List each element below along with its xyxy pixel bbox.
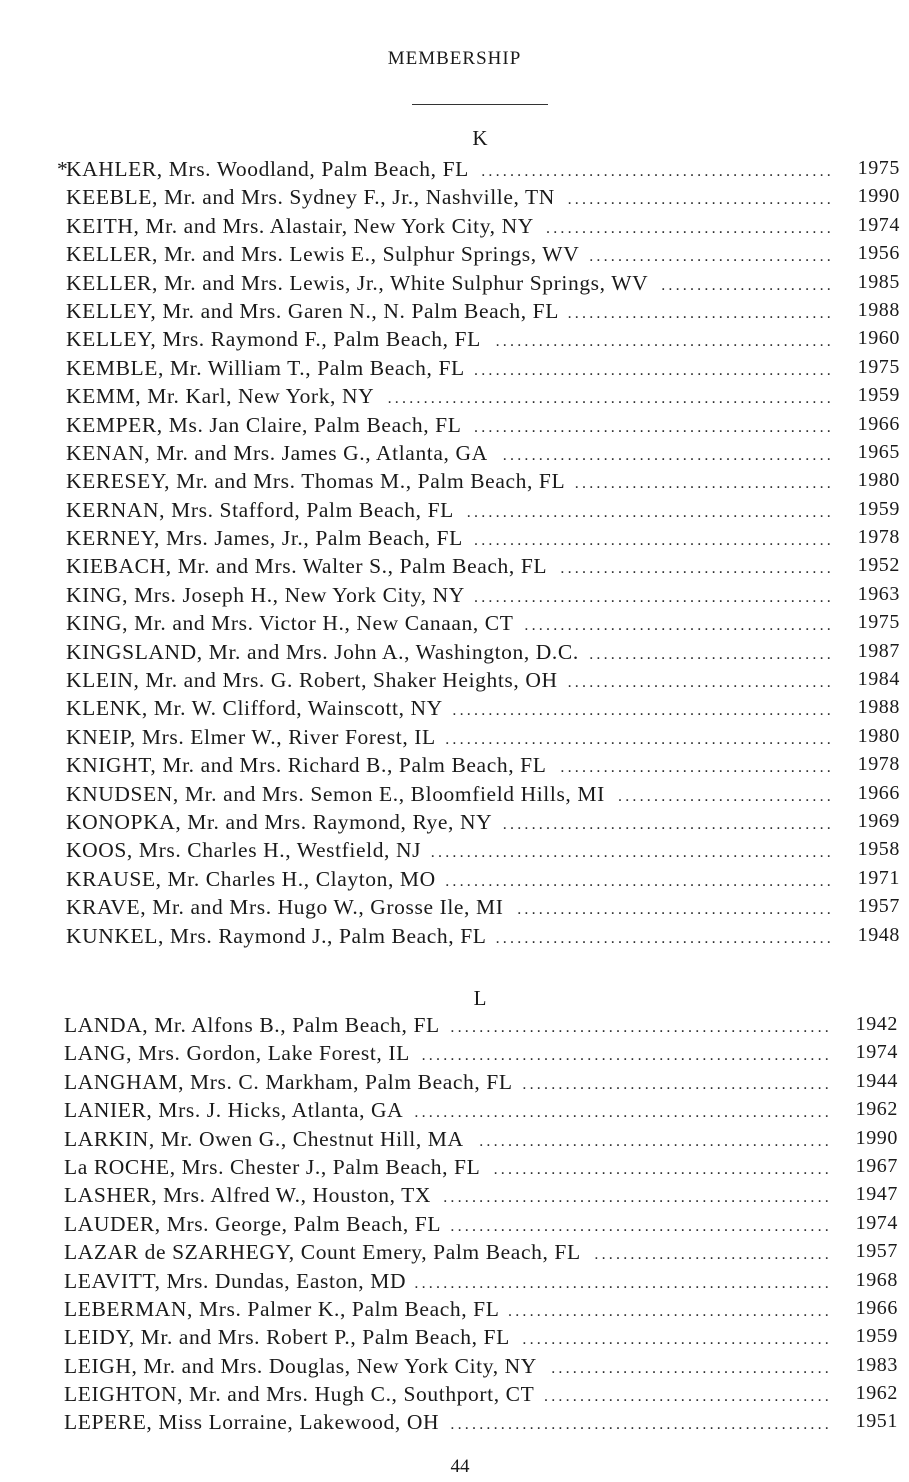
member-year: 1980 <box>857 469 900 492</box>
dot-leader: ..................................................... <box>452 702 834 720</box>
member-name: LANIER, Mrs. J. Hicks, Atlanta, GA <box>64 1098 404 1123</box>
member-name: LEIDY, Mr. and Mrs. Robert P., Palm Beach, FL <box>64 1325 510 1350</box>
member-name: LANGHAM, Mrs. C. Markham, Palm Beach, FL <box>64 1069 513 1094</box>
dot-leader: ................................................... <box>466 503 834 521</box>
deceased-marker: * <box>57 157 69 181</box>
member-name: KIEBACH, Mr. and Mrs. Walter S., Palm Beach, FL <box>66 554 548 579</box>
member-year: 1975 <box>857 355 900 378</box>
dot-leader: .................................................. <box>474 588 834 606</box>
membership-entry <box>66 924 900 952</box>
dot-leader: ........................................... <box>524 617 834 635</box>
title-rule <box>412 104 548 105</box>
dot-leader: ................................. <box>594 1246 832 1264</box>
dot-leader: ............................................... <box>493 1160 832 1178</box>
member-year: 1988 <box>857 298 900 321</box>
dot-leader: .................................. <box>589 248 834 266</box>
member-year: 1966 <box>857 781 900 804</box>
member-name: LEIGHTON, Mr. and Mrs. Hugh C., Southport, CT <box>64 1382 535 1407</box>
member-name: KNEIP, Mrs. Elmer W., River Forest, IL <box>66 724 436 749</box>
dot-leader: ........................................ <box>544 1388 832 1406</box>
member-name: KERESEY, Mr. and Mrs. Thomas M., Palm Beach, FL <box>66 469 566 494</box>
membership-entry <box>64 1041 898 1069</box>
dot-leader: ...................................... <box>560 759 834 777</box>
dot-leader: .............................................. <box>502 815 834 833</box>
dot-leader: .......................................................... <box>414 1274 832 1292</box>
member-year: 1952 <box>857 554 900 577</box>
membership-entry <box>64 1155 898 1183</box>
membership-entry <box>66 526 900 554</box>
member-name: KEMPER, Ms. Jan Claire, Palm Beach, FL <box>66 412 462 437</box>
dot-leader: ............................................... <box>495 333 834 351</box>
member-name: La ROCHE, Mrs. Chester J., Palm Beach, FL <box>64 1154 481 1179</box>
dot-leader: ..................................................... <box>450 1019 832 1036</box>
membership-entry <box>66 214 900 242</box>
membership-entry <box>66 271 900 299</box>
member-name: KERNAN, Mrs. Stafford, Palm Beach, FL <box>66 497 454 522</box>
membership-entry <box>66 810 900 838</box>
section-l-letter: L <box>473 986 487 1010</box>
membership-entry <box>66 753 900 781</box>
membership-entry <box>66 469 900 497</box>
member-year: 1957 <box>857 895 900 918</box>
member-year: 1951 <box>855 1410 898 1433</box>
membership-entry <box>66 583 900 611</box>
member-year: 1947 <box>855 1183 898 1206</box>
membership-entry <box>64 1269 898 1297</box>
member-name: KELLEY, Mr. and Mrs. Garen N., N. Palm Beach, FL <box>66 298 559 323</box>
member-name: KELLER, Mr. and Mrs. Lewis, Jr., White Sulphur Springs, WV <box>66 270 649 295</box>
membership-entry <box>66 838 900 866</box>
dot-leader: ...................................... <box>560 560 834 578</box>
member-name: KLEIN, Mr. and Mrs. G. Robert, Shaker Heights, OH <box>66 668 558 693</box>
member-name: LEAVITT, Mrs. Dundas, Easton, MD <box>64 1268 407 1293</box>
section-l-entries <box>0 1013 909 1439</box>
member-name: KING, Mr. and Mrs. Victor H., New Canaan, CT <box>66 611 514 636</box>
membership-entry <box>66 611 900 639</box>
dot-leader: ..................................... <box>567 304 834 322</box>
membership-entry <box>66 242 900 270</box>
dot-leader: .............................. <box>618 787 834 805</box>
dot-leader: ............................................ <box>517 901 834 919</box>
member-name: KEMM, Mr. Karl, New York, NY <box>66 384 375 409</box>
section-k-entries <box>0 157 909 952</box>
member-name: LAZAR de SZARHEGY, Count Emery, Palm Beach, FL <box>64 1240 581 1265</box>
dot-leader: ........................................ <box>546 219 834 237</box>
dot-leader: ..................................... <box>567 191 834 209</box>
member-name: KEITH, Mr. and Mrs. Alastair, New York City, NY <box>66 213 534 238</box>
member-year: 1978 <box>857 526 900 549</box>
member-year: 1971 <box>857 866 900 889</box>
member-year: 1975 <box>857 611 900 634</box>
membership-entry <box>66 725 900 753</box>
page-number: 44 <box>450 1456 470 1477</box>
member-name: KENAN, Mr. and Mrs. James G., Atlanta, GA <box>66 440 488 465</box>
dot-leader: .................................... <box>574 475 834 493</box>
member-year: 1985 <box>857 270 900 293</box>
member-year: 1967 <box>855 1154 898 1177</box>
dot-leader: ............................................... <box>495 929 834 947</box>
member-name: KLENK, Mr. W. Clifford, Wainscott, NY <box>66 696 443 721</box>
membership-entry <box>66 299 900 327</box>
member-year: 1962 <box>855 1098 898 1121</box>
member-name: KOOS, Mrs. Charles H., Westfield, NJ <box>66 838 422 863</box>
member-name: KEMBLE, Mr. William T., Palm Beach, FL <box>66 355 465 380</box>
member-year: 1990 <box>855 1126 898 1149</box>
member-year: 1980 <box>857 724 900 747</box>
dot-leader: .............................................. <box>502 446 834 464</box>
membership-entry <box>66 640 900 668</box>
dot-leader: .............................................................. <box>387 390 834 408</box>
member-name: KNUDSEN, Mr. and Mrs. Semon E., Bloomfield Hills, MI <box>66 781 605 806</box>
dot-leader: ..................................... <box>567 674 834 692</box>
membership-entry <box>64 1325 898 1353</box>
member-year: 1966 <box>857 412 900 435</box>
member-year: 1974 <box>857 213 900 236</box>
member-name: KAHLER, Mrs. Woodland, Palm Beach, FL <box>66 157 469 181</box>
member-year: 1990 <box>857 185 900 208</box>
dot-leader: ................................................. <box>479 1132 832 1150</box>
dot-leader: ........................................... <box>522 1075 832 1093</box>
dot-leader: .................................. <box>589 645 834 663</box>
membership-entry <box>66 895 900 923</box>
member-name: KINGSLAND, Mr. and Mrs. John A., Washington, D.C. <box>66 639 579 664</box>
membership-entry <box>66 384 900 412</box>
member-year: 1983 <box>855 1353 898 1376</box>
membership-entry <box>66 356 900 384</box>
member-name: KELLEY, Mrs. Raymond F., Palm Beach, FL <box>66 327 481 352</box>
membership-entry <box>64 1070 898 1098</box>
member-name: LANDA, Mr. Alfons B., Palm Beach, FL <box>64 1013 440 1037</box>
membership-entry <box>64 1297 898 1325</box>
membership-entry <box>66 327 900 355</box>
member-year: 1962 <box>855 1382 898 1405</box>
dot-leader: ........................................... <box>522 1331 832 1349</box>
member-year: 1959 <box>855 1325 898 1348</box>
member-year: 1968 <box>855 1268 898 1291</box>
membership-entry <box>64 1212 898 1240</box>
membership-entry <box>64 1013 898 1041</box>
member-year: 1966 <box>855 1296 898 1319</box>
member-year: 1978 <box>857 753 900 776</box>
membership-entry <box>66 554 900 582</box>
membership-entry <box>64 1382 898 1410</box>
member-year: 1987 <box>857 639 900 662</box>
membership-entry <box>64 1183 898 1211</box>
dot-leader: .................................................. <box>474 532 834 550</box>
member-year: 1984 <box>857 668 900 691</box>
membership-entry <box>64 1098 898 1126</box>
membership-entry <box>57 157 900 185</box>
member-name: KRAVE, Mr. and Mrs. Hugo W., Grosse Ile, MI <box>66 895 504 920</box>
dot-leader: ..................................................... <box>450 1217 832 1235</box>
member-name: LEIGH, Mr. and Mrs. Douglas, New York City, NY <box>64 1353 537 1378</box>
member-year: 1975 <box>857 157 900 179</box>
membership-entry <box>64 1240 898 1268</box>
dot-leader: .................................................. <box>474 361 834 379</box>
section-k-letter: K <box>472 126 488 150</box>
member-year: 1974 <box>855 1041 898 1064</box>
member-name: KRAUSE, Mr. Charles H., Clayton, MO <box>66 866 436 891</box>
member-year: 1969 <box>857 809 900 832</box>
dot-leader: .......................................................... <box>414 1104 832 1122</box>
membership-entry <box>66 498 900 526</box>
member-year: 1988 <box>857 696 900 719</box>
membership-entry <box>66 413 900 441</box>
membership-entry <box>66 668 900 696</box>
member-name: LAUDER, Mrs. George, Palm Beach, FL <box>64 1211 442 1236</box>
dot-leader: ..................................................... <box>450 1416 832 1434</box>
membership-entry <box>66 867 900 895</box>
member-name: KING, Mrs. Joseph H., New York City, NY <box>66 582 465 607</box>
member-name: LEPERE, Miss Lorraine, Lakewood, OH <box>64 1410 440 1435</box>
membership-entry <box>64 1127 898 1155</box>
member-name: LASHER, Mrs. Alfred W., Houston, TX <box>64 1183 432 1208</box>
dot-leader: ......................................................... <box>421 1047 832 1065</box>
member-year: 1974 <box>855 1211 898 1234</box>
dot-leader: ...................................................... <box>443 1189 832 1207</box>
membership-entry <box>66 696 900 724</box>
member-name: KERNEY, Mrs. James, Jr., Palm Beach, FL <box>66 526 463 551</box>
membership-entry <box>64 1410 898 1438</box>
dot-leader: ............................................. <box>508 1302 832 1320</box>
member-year: 1944 <box>855 1069 898 1092</box>
member-year: 1959 <box>857 384 900 407</box>
dot-leader: ........................................................ <box>430 844 834 862</box>
member-year: 1959 <box>857 497 900 520</box>
dot-leader: ........................ <box>661 276 834 294</box>
membership-entry <box>66 185 900 213</box>
dot-leader: .................................................. <box>474 418 834 436</box>
member-year: 1956 <box>857 242 900 265</box>
member-name: LANG, Mrs. Gordon, Lake Forest, IL <box>64 1041 410 1066</box>
member-year: 1958 <box>857 838 900 861</box>
member-name: LEBERMAN, Mrs. Palmer K., Palm Beach, FL <box>64 1296 500 1321</box>
member-year: 1963 <box>857 582 900 605</box>
dot-leader: ...................................................... <box>445 872 834 890</box>
member-year: 1957 <box>855 1240 898 1263</box>
member-name: KONOPKA, Mr. and Mrs. Raymond, Rye, NY <box>66 809 493 834</box>
dot-leader: ....................................... <box>551 1359 832 1377</box>
member-year: 1960 <box>857 327 900 350</box>
member-name: KNIGHT, Mr. and Mrs. Richard B., Palm Beach, FL <box>66 753 547 778</box>
member-name: LARKIN, Mr. Owen G., Chestnut Hill, MA <box>64 1126 464 1151</box>
dot-leader: ...................................................... <box>445 730 834 748</box>
membership-entry <box>66 441 900 469</box>
member-year: 1942 <box>855 1013 898 1035</box>
member-year: 1965 <box>857 440 900 463</box>
member-name: KELLER, Mr. and Mrs. Lewis E., Sulphur Springs, WV <box>66 242 580 267</box>
member-name: KEEBLE, Mr. and Mrs. Sydney F., Jr., Nashville, TN <box>66 185 555 210</box>
membership-entry <box>64 1354 898 1382</box>
membership-entry <box>66 782 900 810</box>
member-name: KUNKEL, Mrs. Raymond J., Palm Beach, FL <box>66 923 487 948</box>
dot-leader: ................................................. <box>481 163 834 180</box>
page-title: MEMBERSHIP <box>387 48 522 69</box>
member-year: 1948 <box>857 923 900 946</box>
